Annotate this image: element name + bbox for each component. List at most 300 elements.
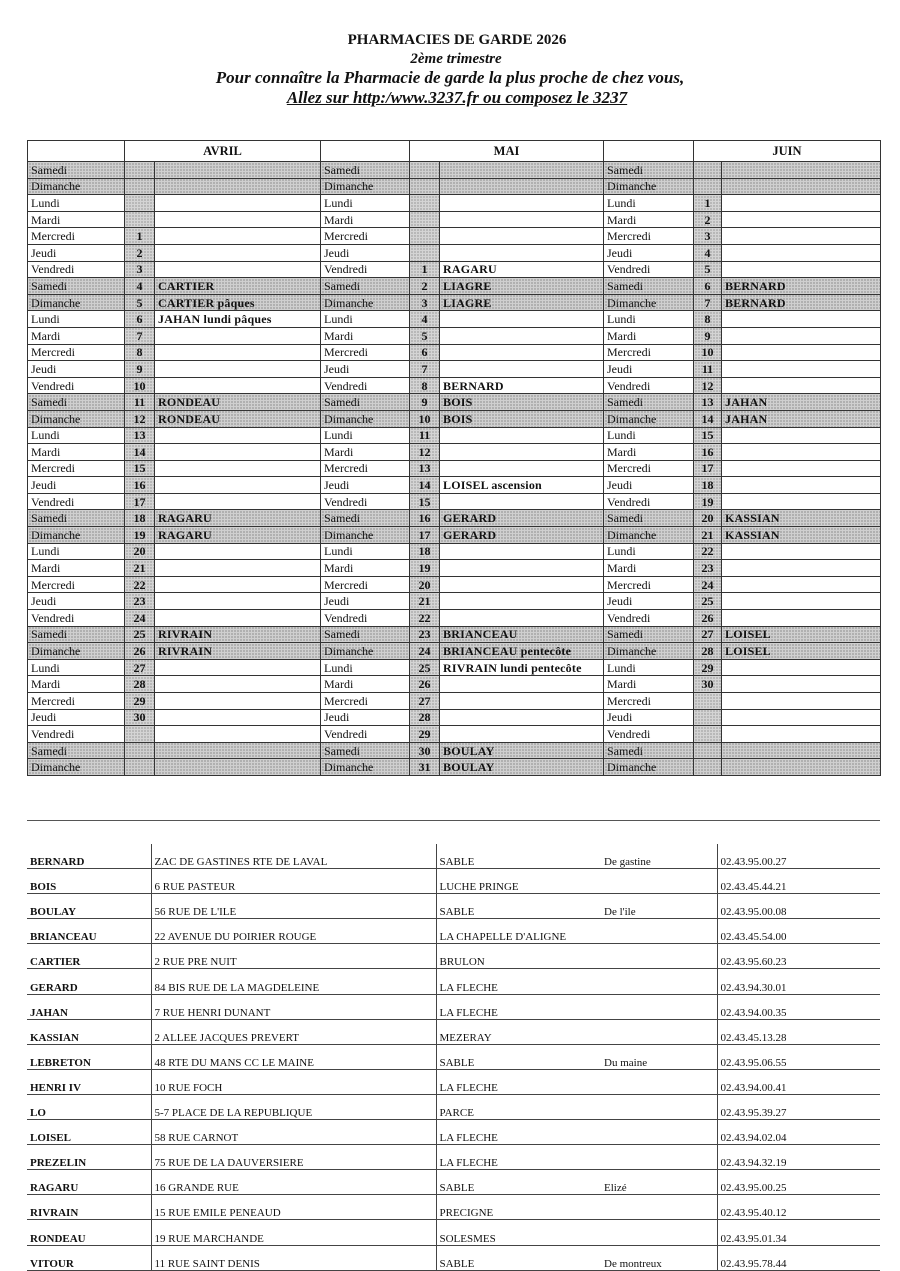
june-day-number: 17 <box>694 460 722 477</box>
pharmacy-note <box>601 1094 717 1119</box>
may-day-number: 9 <box>410 394 440 411</box>
april-day-name: Mardi <box>28 676 125 693</box>
april-duty-pharmacy <box>155 377 321 394</box>
april-day-name: Mercredi <box>28 576 125 593</box>
may-duty-pharmacy <box>440 576 604 593</box>
april-day-name: Mercredi <box>28 344 125 361</box>
june-duty-pharmacy <box>722 560 881 577</box>
june-day-number: 14 <box>694 410 722 427</box>
june-day-name: Dimanche <box>604 643 694 660</box>
april-day-name: Dimanche <box>28 527 125 544</box>
pharmacy-phone[interactable]: 02.43.95.00.27 <box>717 844 880 869</box>
pharmacy-note <box>601 1120 717 1145</box>
directory-body <box>27 844 880 1270</box>
may-day-name: Dimanche <box>321 759 410 776</box>
june-duty-pharmacy <box>722 344 881 361</box>
april-day-name: Dimanche <box>28 410 125 427</box>
calendar-row <box>28 394 881 411</box>
june-day-number <box>694 726 722 743</box>
june-day-name: Samedi <box>604 742 694 759</box>
june-duty-pharmacy <box>722 162 881 179</box>
section-divider <box>27 820 880 821</box>
may-day-number: 27 <box>410 693 440 710</box>
june-day-number <box>694 759 722 776</box>
calendar-row <box>28 709 881 726</box>
pharmacy-city: SABLE <box>436 1245 601 1270</box>
pharmacy-phone[interactable]: 02.43.94.32.19 <box>717 1145 880 1170</box>
calendar-row <box>28 444 881 461</box>
may-day-name: Jeudi <box>321 709 410 726</box>
pharmacy-note <box>601 1145 717 1170</box>
may-day-number: 18 <box>410 543 440 560</box>
june-day-name: Mardi <box>604 560 694 577</box>
pharmacy-city: SABLE <box>436 844 601 869</box>
june-day-number <box>694 709 722 726</box>
june-day-name: Mardi <box>604 211 694 228</box>
june-day-name: Jeudi <box>604 244 694 261</box>
april-duty-pharmacy <box>155 709 321 726</box>
directory-row <box>27 1094 880 1119</box>
june-day-name: Jeudi <box>604 593 694 610</box>
directory-row <box>27 1120 880 1145</box>
april-day-name: Samedi <box>28 394 125 411</box>
april-day-number: 12 <box>125 410 155 427</box>
april-day-name: Mercredi <box>28 228 125 245</box>
may-duty-pharmacy <box>440 228 604 245</box>
pharmacy-name: LOISEL <box>27 1120 151 1145</box>
april-duty-pharmacy <box>155 178 321 195</box>
may-day-number <box>410 195 440 212</box>
april-day-name: Lundi <box>28 195 125 212</box>
pharmacy-city: PARCE <box>436 1094 601 1119</box>
april-day-number <box>125 742 155 759</box>
pharmacy-address: 16 GRANDE RUE <box>151 1170 436 1195</box>
april-duty-pharmacy <box>155 560 321 577</box>
april-day-number: 18 <box>125 510 155 527</box>
month-header-april: AVRIL <box>125 141 321 162</box>
june-duty-pharmacy: LOISEL <box>722 626 881 643</box>
may-day-number: 10 <box>410 410 440 427</box>
may-day-number <box>410 178 440 195</box>
pharmacy-phone[interactable]: 02.43.45.44.21 <box>717 869 880 894</box>
may-duty-pharmacy: GERARD <box>440 527 604 544</box>
april-day-name: Jeudi <box>28 477 125 494</box>
june-duty-pharmacy <box>722 709 881 726</box>
june-duty-pharmacy <box>722 178 881 195</box>
pharmacy-phone[interactable]: 02.43.95.78.44 <box>717 1245 880 1270</box>
may-duty-pharmacy: LOISEL ascension <box>440 477 604 494</box>
may-day-name: Dimanche <box>321 643 410 660</box>
directory-row <box>27 1170 880 1195</box>
june-duty-pharmacy: KASSIAN <box>722 510 881 527</box>
june-day-number: 24 <box>694 576 722 593</box>
april-duty-pharmacy <box>155 244 321 261</box>
june-duty-pharmacy <box>722 327 881 344</box>
directory-row <box>27 894 880 919</box>
april-duty-pharmacy <box>155 327 321 344</box>
april-duty-pharmacy <box>155 427 321 444</box>
april-day-number: 22 <box>125 576 155 593</box>
pharmacy-address: 84 BIS RUE DE LA MAGDELEINE <box>151 969 436 994</box>
june-day-number: 16 <box>694 444 722 461</box>
pharmacy-address: ZAC DE GASTINES RTE DE LAVAL <box>151 844 436 869</box>
calendar-row <box>28 162 881 179</box>
june-day-name: Vendredi <box>604 493 694 510</box>
may-duty-pharmacy <box>440 244 604 261</box>
may-duty-pharmacy <box>440 311 604 328</box>
calendar-row <box>28 195 881 212</box>
pharmacy-phone[interactable]: 02.43.95.01.34 <box>717 1220 880 1245</box>
calendar-body <box>28 162 881 776</box>
june-day-name: Vendredi <box>604 726 694 743</box>
april-day-name: Vendredi <box>28 261 125 278</box>
june-day-name: Vendredi <box>604 377 694 394</box>
april-duty-pharmacy <box>155 261 321 278</box>
may-day-number: 24 <box>410 643 440 660</box>
may-day-name: Mercredi <box>321 693 410 710</box>
may-day-number: 2 <box>410 278 440 295</box>
may-day-number: 22 <box>410 610 440 627</box>
may-duty-pharmacy <box>440 211 604 228</box>
calendar-row <box>28 693 881 710</box>
calendar-row <box>28 676 881 693</box>
april-day-number: 4 <box>125 278 155 295</box>
june-day-name: Dimanche <box>604 294 694 311</box>
may-duty-pharmacy <box>440 444 604 461</box>
june-day-number: 19 <box>694 493 722 510</box>
directory-row <box>27 1195 880 1220</box>
may-duty-pharmacy: BERNARD <box>440 377 604 394</box>
april-duty-pharmacy <box>155 726 321 743</box>
pharmacy-name: GERARD <box>27 969 151 994</box>
pharmacy-name: LEBRETON <box>27 1044 151 1069</box>
may-day-name: Jeudi <box>321 361 410 378</box>
june-day-name: Mercredi <box>604 228 694 245</box>
may-day-number: 31 <box>410 759 440 776</box>
april-day-name: Samedi <box>28 162 125 179</box>
may-day-number: 29 <box>410 726 440 743</box>
may-day-number: 11 <box>410 427 440 444</box>
pharmacy-phone[interactable]: 02.43.94.00.41 <box>717 1069 880 1094</box>
april-day-name: Lundi <box>28 543 125 560</box>
month-header-may: MAI <box>410 141 604 162</box>
header-empty-cell <box>321 141 410 162</box>
may-day-number: 6 <box>410 344 440 361</box>
june-day-number: 26 <box>694 610 722 627</box>
june-day-name: Dimanche <box>604 527 694 544</box>
june-day-name: Lundi <box>604 543 694 560</box>
pharmacy-note <box>601 994 717 1019</box>
pharmacy-phone[interactable]: 02.43.45.54.00 <box>717 919 880 944</box>
may-day-number: 8 <box>410 377 440 394</box>
pharmacy-directory <box>27 844 880 1271</box>
info-line: Pour connaître la Pharmacie de garde la plus proche de chez vous, <box>215 68 685 87</box>
april-day-number: 13 <box>125 427 155 444</box>
directory-row <box>27 1245 880 1270</box>
june-day-number: 18 <box>694 477 722 494</box>
may-day-name: Lundi <box>321 543 410 560</box>
april-duty-pharmacy: RAGARU <box>155 527 321 544</box>
april-duty-pharmacy: RONDEAU <box>155 394 321 411</box>
april-duty-pharmacy: CARTIER pâques <box>155 294 321 311</box>
calendar-row <box>28 178 881 195</box>
pharmacy-name: RONDEAU <box>27 1220 151 1245</box>
april-day-number: 9 <box>125 361 155 378</box>
pharmacy-address: 22 AVENUE DU POIRIER ROUGE <box>151 919 436 944</box>
duty-calendar <box>27 140 881 776</box>
may-duty-pharmacy: BOIS <box>440 410 604 427</box>
may-day-name: Mercredi <box>321 228 410 245</box>
pharmacy-address: 7 RUE HENRI DUNANT <box>151 994 436 1019</box>
header-empty-cell <box>28 141 125 162</box>
pharmacy-address: 6 RUE PASTEUR <box>151 869 436 894</box>
april-duty-pharmacy: RIVRAIN <box>155 626 321 643</box>
june-day-name: Samedi <box>604 162 694 179</box>
april-duty-pharmacy <box>155 676 321 693</box>
june-duty-pharmacy: JAHAN <box>722 410 881 427</box>
pharmacy-address: 48 RTE DU MANS CC LE MAINE <box>151 1044 436 1069</box>
june-day-number: 5 <box>694 261 722 278</box>
pharmacy-name: PREZELIN <box>27 1145 151 1170</box>
june-duty-pharmacy <box>722 477 881 494</box>
april-duty-pharmacy: RIVRAIN <box>155 643 321 660</box>
june-day-name: Dimanche <box>604 410 694 427</box>
pharmacy-note: Du maine <box>601 1044 717 1069</box>
june-duty-pharmacy <box>722 460 881 477</box>
calendar-row <box>28 726 881 743</box>
april-duty-pharmacy <box>155 610 321 627</box>
pharmacy-phone[interactable]: 02.43.94.02.04 <box>717 1120 880 1145</box>
may-day-number: 13 <box>410 460 440 477</box>
may-day-number: 14 <box>410 477 440 494</box>
pharmacy-city: LUCHE PRINGE <box>436 869 601 894</box>
april-duty-pharmacy <box>155 576 321 593</box>
may-day-name: Mardi <box>321 676 410 693</box>
april-day-name: Lundi <box>28 427 125 444</box>
may-duty-pharmacy <box>440 460 604 477</box>
directory-row <box>27 1044 880 1069</box>
calendar-row <box>28 759 881 776</box>
calendar-row <box>28 659 881 676</box>
pharmacy-address: 11 RUE SAINT DENIS <box>151 1245 436 1270</box>
calendar-row <box>28 278 881 295</box>
may-day-number: 20 <box>410 576 440 593</box>
june-day-name: Mardi <box>604 444 694 461</box>
april-day-number: 23 <box>125 593 155 610</box>
april-day-name: Dimanche <box>28 178 125 195</box>
april-duty-pharmacy <box>155 543 321 560</box>
may-day-name: Dimanche <box>321 294 410 311</box>
may-duty-pharmacy: BOULAY <box>440 742 604 759</box>
may-duty-pharmacy <box>440 493 604 510</box>
may-duty-pharmacy <box>440 560 604 577</box>
month-header-june: JUIN <box>694 141 881 162</box>
april-duty-pharmacy <box>155 344 321 361</box>
may-day-number: 21 <box>410 593 440 610</box>
pharmacy-phone[interactable]: 02.43.94.00.35 <box>717 994 880 1019</box>
june-duty-pharmacy: BERNARD <box>722 278 881 295</box>
pharmacy-name: LO <box>27 1094 151 1119</box>
june-day-number: 13 <box>694 394 722 411</box>
pharmacy-phone[interactable]: 02.43.95.00.08 <box>717 894 880 919</box>
calendar-row <box>28 477 881 494</box>
june-day-number: 11 <box>694 361 722 378</box>
april-day-name: Mardi <box>28 211 125 228</box>
april-day-name: Jeudi <box>28 244 125 261</box>
june-day-number: 10 <box>694 344 722 361</box>
may-day-number: 30 <box>410 742 440 759</box>
may-day-number <box>410 162 440 179</box>
calendar-row <box>28 527 881 544</box>
pharmacy-address: 15 RUE EMILE PENEAUD <box>151 1195 436 1220</box>
may-day-number <box>410 244 440 261</box>
april-day-number: 20 <box>125 543 155 560</box>
calendar-row <box>28 211 881 228</box>
pharmacy-note <box>601 944 717 969</box>
calendar-row <box>28 377 881 394</box>
pharmacy-city: LA FLECHE <box>436 1120 601 1145</box>
pharmacy-phone[interactable]: 02.43.95.40.12 <box>717 1195 880 1220</box>
april-day-number <box>125 162 155 179</box>
may-day-number: 4 <box>410 311 440 328</box>
pharmacy-city: SABLE <box>436 1170 601 1195</box>
april-day-name: Samedi <box>28 510 125 527</box>
june-duty-pharmacy <box>722 593 881 610</box>
june-day-name: Mardi <box>604 676 694 693</box>
directory-row <box>27 1220 880 1245</box>
pharmacy-phone[interactable]: 02.43.95.00.25 <box>717 1170 880 1195</box>
june-duty-pharmacy <box>722 659 881 676</box>
pharmacy-name: RAGARU <box>27 1170 151 1195</box>
april-duty-pharmacy <box>155 477 321 494</box>
may-duty-pharmacy: BRIANCEAU pentecôte <box>440 643 604 660</box>
pharmacy-phone[interactable]: 02.43.95.60.23 <box>717 944 880 969</box>
may-day-number <box>410 228 440 245</box>
april-day-name: Jeudi <box>28 361 125 378</box>
june-day-number: 1 <box>694 195 722 212</box>
pharmacy-phone[interactable]: 02.43.94.30.01 <box>717 969 880 994</box>
april-day-name: Mardi <box>28 560 125 577</box>
june-day-number: 9 <box>694 327 722 344</box>
june-duty-pharmacy <box>722 576 881 593</box>
pharmacy-name: BRIANCEAU <box>27 919 151 944</box>
pharmacy-note <box>601 1220 717 1245</box>
may-day-name: Lundi <box>321 659 410 676</box>
may-duty-pharmacy <box>440 593 604 610</box>
may-day-name: Samedi <box>321 278 410 295</box>
june-day-name: Vendredi <box>604 261 694 278</box>
calendar-row <box>28 344 881 361</box>
may-day-number: 3 <box>410 294 440 311</box>
april-day-name: Mercredi <box>28 460 125 477</box>
may-day-number: 16 <box>410 510 440 527</box>
calendar-row <box>28 410 881 427</box>
june-day-name: Lundi <box>604 195 694 212</box>
june-duty-pharmacy: KASSIAN <box>722 527 881 544</box>
directory-row <box>27 919 880 944</box>
june-duty-pharmacy <box>722 610 881 627</box>
pharmacy-name: CARTIER <box>27 944 151 969</box>
june-duty-pharmacy <box>722 361 881 378</box>
april-duty-pharmacy: RAGARU <box>155 510 321 527</box>
april-day-number <box>125 195 155 212</box>
april-day-number: 10 <box>125 377 155 394</box>
june-duty-pharmacy <box>722 427 881 444</box>
june-day-name: Lundi <box>604 659 694 676</box>
april-day-name: Jeudi <box>28 709 125 726</box>
may-day-name: Mardi <box>321 327 410 344</box>
may-duty-pharmacy: RAGARU <box>440 261 604 278</box>
april-day-number: 19 <box>125 527 155 544</box>
june-duty-pharmacy: LOISEL <box>722 643 881 660</box>
pharmacy-phone[interactable]: 02.43.95.06.55 <box>717 1044 880 1069</box>
april-day-name: Samedi <box>28 278 125 295</box>
may-duty-pharmacy: BRIANCEAU <box>440 626 604 643</box>
pharmacy-address: 19 RUE MARCHANDE <box>151 1220 436 1245</box>
may-day-name: Mardi <box>321 211 410 228</box>
may-day-name: Mercredi <box>321 344 410 361</box>
june-duty-pharmacy <box>722 693 881 710</box>
may-day-name: Samedi <box>321 394 410 411</box>
april-day-number <box>125 211 155 228</box>
june-day-number <box>694 742 722 759</box>
june-day-number: 27 <box>694 626 722 643</box>
pharmacy-name: VITOUR <box>27 1245 151 1270</box>
calendar-row <box>28 493 881 510</box>
may-day-name: Vendredi <box>321 726 410 743</box>
may-day-name: Mardi <box>321 444 410 461</box>
pharmacy-address: 10 RUE FOCH <box>151 1069 436 1094</box>
june-day-name: Samedi <box>604 394 694 411</box>
pharmacy-name: JAHAN <box>27 994 151 1019</box>
may-duty-pharmacy: RIVRAIN lundi pentecôte <box>440 659 604 676</box>
april-day-name: Mardi <box>28 327 125 344</box>
april-day-name: Mardi <box>28 444 125 461</box>
directory-row <box>27 1069 880 1094</box>
june-day-number: 30 <box>694 676 722 693</box>
june-duty-pharmacy <box>722 211 881 228</box>
pharmacy-city: LA FLECHE <box>436 1069 601 1094</box>
pharmacy-phone[interactable]: 02.43.45.13.28 <box>717 1019 880 1044</box>
may-day-number: 15 <box>410 493 440 510</box>
may-duty-pharmacy: GERARD <box>440 510 604 527</box>
april-day-number: 3 <box>125 261 155 278</box>
april-duty-pharmacy <box>155 742 321 759</box>
june-duty-pharmacy <box>722 493 881 510</box>
may-duty-pharmacy: BOIS <box>440 394 604 411</box>
may-duty-pharmacy <box>440 543 604 560</box>
pharmacy-name: HENRI IV <box>27 1069 151 1094</box>
june-day-number: 23 <box>694 560 722 577</box>
pharmacy-note: De montreux <box>601 1245 717 1270</box>
pharmacy-phone[interactable]: 02.43.95.39.27 <box>717 1094 880 1119</box>
pharmacy-city: SABLE <box>436 894 601 919</box>
may-duty-pharmacy <box>440 344 604 361</box>
june-day-name: Mercredi <box>604 576 694 593</box>
april-day-name: Lundi <box>28 659 125 676</box>
june-day-number: 28 <box>694 643 722 660</box>
april-day-number: 28 <box>125 676 155 693</box>
website-line[interactable]: Allez sur http:/www.3237.fr ou composez le 3237 <box>286 88 628 107</box>
april-duty-pharmacy <box>155 361 321 378</box>
june-day-number: 22 <box>694 543 722 560</box>
june-duty-pharmacy <box>722 543 881 560</box>
june-duty-pharmacy <box>722 726 881 743</box>
may-day-name: Lundi <box>321 311 410 328</box>
may-duty-pharmacy <box>440 693 604 710</box>
may-day-name: Dimanche <box>321 527 410 544</box>
calendar-row <box>28 311 881 328</box>
